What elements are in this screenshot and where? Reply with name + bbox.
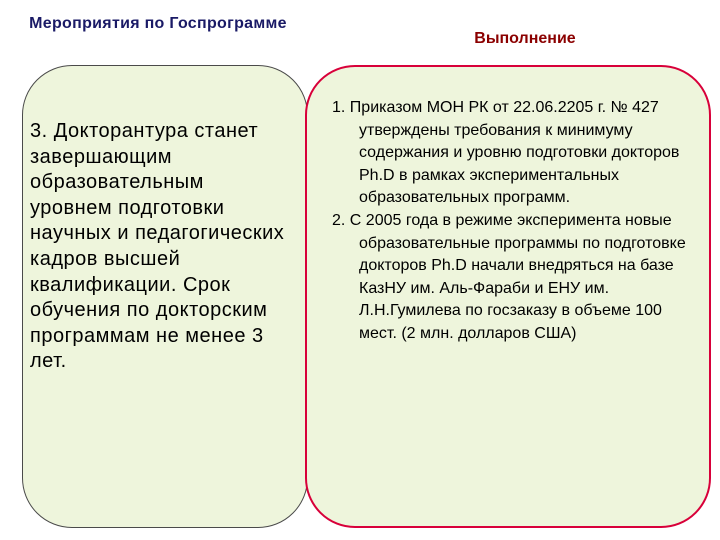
right-panel-list (332, 97, 704, 346)
left-panel-text: 3. Докторантура станет завершающим образовательным уровнем подготовки научных и педагогических кадров высшей квалификации. Срок обучения по докторским программам не менее 3 лет. (30, 120, 285, 373)
left-column-header: Мероприятия по Госпрограмме (29, 15, 287, 32)
right-list-item-2: 2. С 2005 года в режиме эксперимента новые образовательные программы по подготовке докторов Ph.D начали внедряться на базе КазНУ им. Аль-Фараби и ЕНУ им. Л.Н.Гумилева по госзаказу в объеме 100 мест. (2 млн. долларов США) (332, 211, 686, 342)
right-column-header: Выполнение (474, 30, 576, 47)
right-list-item-1: 1. Приказом МОН РК от 22.06.2205 г. № 427 утверждены требования к минимуму содержания и уровню подготовки докторов Ph.D в рамках экспериментальных образовательных программ. (332, 99, 680, 207)
